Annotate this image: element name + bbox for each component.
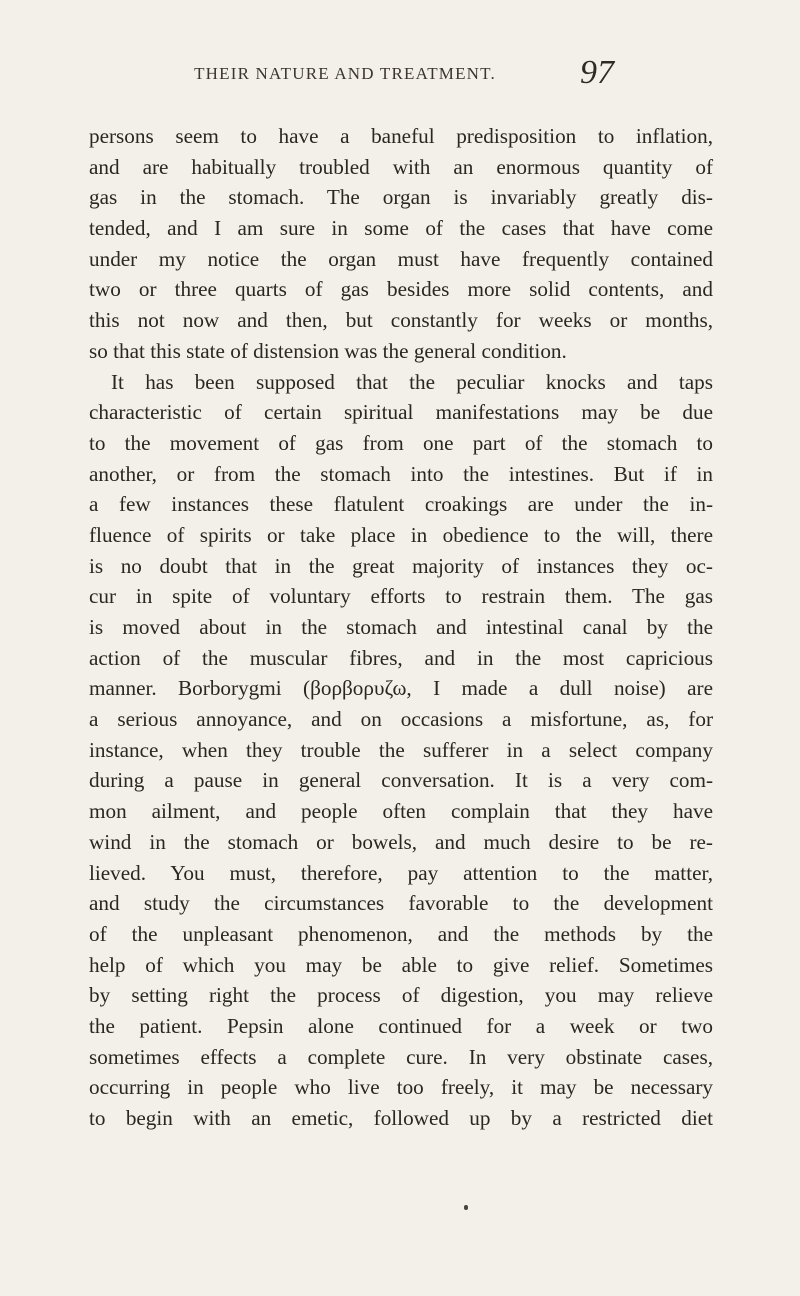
text-line: under my notice the organ must have frequently contained	[89, 246, 713, 271]
text-line: a few instances these flatulent croakings are under the in-	[89, 492, 713, 517]
text-line: mon ailment, and people often complain that they have	[89, 799, 713, 824]
text-line: fluence of spirits or take place in obedience to the will, there	[89, 522, 713, 547]
text-line: characteristic of certain spiritual manifestations may be due	[89, 400, 713, 425]
text-line: during a pause in general conversation. It is a very com-	[89, 768, 713, 793]
text-line: lieved. You must, therefore, pay attention to the matter,	[89, 860, 713, 885]
text-line: persons seem to have a baneful predisposition to inflation,	[89, 124, 713, 148]
text-line: occurring in people who live too freely, it may be necessary	[89, 1075, 713, 1100]
text-line: a serious annoyance, and on occasions a misfortune, as, for	[89, 707, 713, 732]
text-line: by setting right the process of digestion, you may relieve	[89, 983, 713, 1008]
body-text	[89, 121, 713, 1134]
text-line: help of which you may be able to give relief. Sometimes	[89, 952, 713, 977]
text-line: is moved about in the stomach and intestinal canal by the	[89, 615, 713, 639]
text-line: action of the muscular fibres, and in the most capricious	[89, 645, 713, 670]
text-line: the patient. Pepsin alone continued for a week or two	[89, 1013, 713, 1038]
text-line: and are habitually troubled with an enormous quantity of	[89, 154, 713, 179]
text-line: to begin with an emetic, followed up by a restricted diet	[89, 1106, 713, 1130]
text-line: of the unpleasant phenomenon, and the methods by the	[89, 921, 713, 946]
page-number: 97	[580, 54, 614, 91]
running-head	[0, 54, 800, 91]
text-line: instance, when they trouble the sufferer in a select company	[89, 737, 713, 762]
text-line: another, or from the stomach into the intestines. But if in	[89, 461, 713, 486]
text-line: to the movement of gas from one part of the stomach to	[89, 430, 713, 455]
text-line: cur in spite of voluntary efforts to restrain them. The gas	[89, 584, 713, 609]
text-line: so that this state of distension was the general condition.	[89, 338, 567, 363]
text-line: is no doubt that in the great majority of instances they oc-	[89, 553, 713, 578]
ink-speck	[464, 1205, 468, 1210]
text-line: tended, and I am sure in some of the cases that have come	[89, 216, 713, 241]
running-title: THEIR NATURE AND TREATMENT.	[194, 64, 496, 83]
text-line: two or three quarts of gas besides more solid contents, and	[89, 277, 713, 302]
text-line: gas in the stomach. The organ is invariably greatly dis-	[89, 185, 713, 210]
text-line: this not now and then, but constantly for weeks or months,	[89, 308, 713, 333]
text-line: It has been supposed that the peculiar knocks and taps	[111, 369, 713, 394]
text-line: manner. Borborygmi (βορβορυζω, I made a dull noise) are	[89, 676, 713, 701]
text-line: sometimes effects a complete cure. In very obstinate cases,	[89, 1044, 713, 1069]
text-line: and study the circumstances favorable to the development	[89, 891, 713, 916]
text-line: wind in the stomach or bowels, and much desire to be re-	[89, 829, 713, 854]
